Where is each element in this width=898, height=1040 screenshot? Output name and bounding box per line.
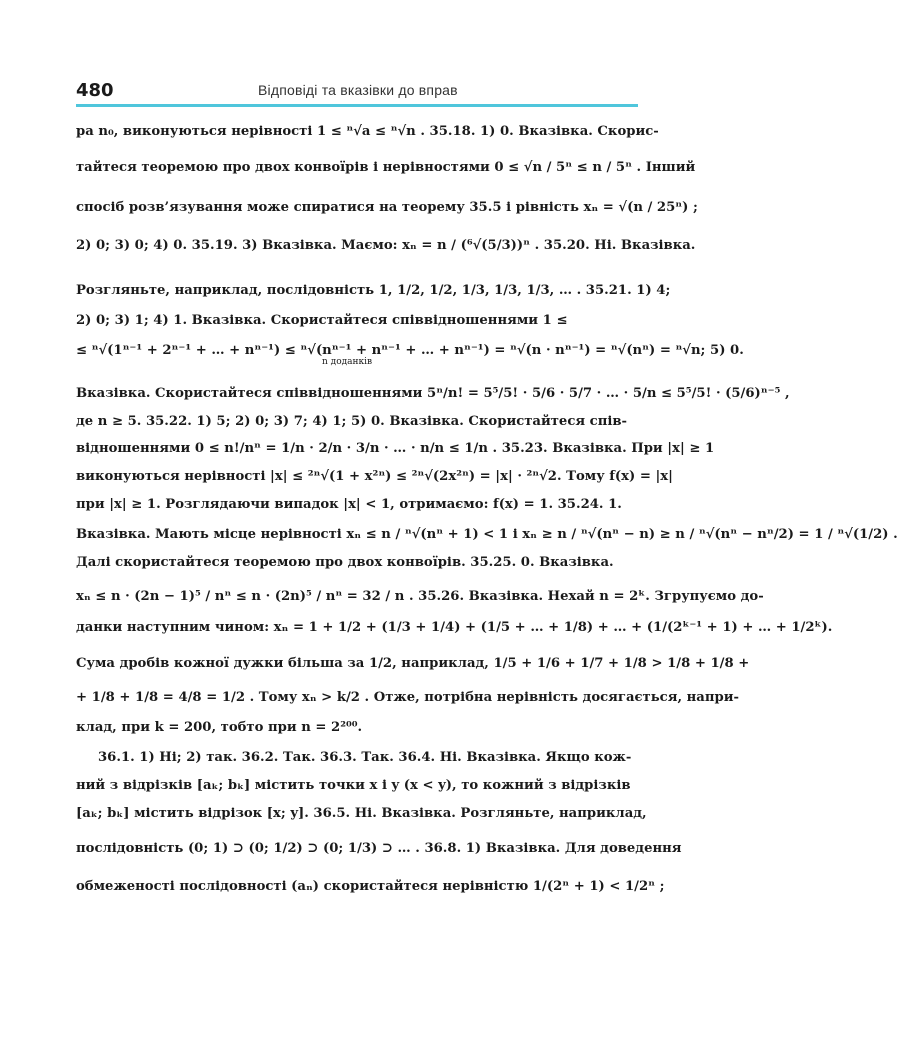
- text-line: клад, при k = 200, тобто при n = 2²⁰⁰.: [76, 719, 363, 735]
- text-line: 2) 0; 3) 1; 4) 1. Вказівка. Скористайтеся співвідношеннями 1 ≤: [76, 313, 568, 329]
- text-line: послідовність (0; 1) ⊃ (0; 1/2) ⊃ (0; 1/3) ⊃ … . 36.8. 1) Вказівка. Для доведення: [76, 841, 682, 857]
- text-line: виконуються нерівності |x| ≤ ²ⁿ√(1 + x²ⁿ) ≤ ²ⁿ√(2x²ⁿ) = |x| · ²ⁿ√2. Тому f(x) = |x|: [76, 469, 673, 485]
- text-line: Далі скористайтеся теоремою про двох конвоїрів. 35.25. 0. Вказівка.: [76, 554, 614, 570]
- text-line: данки наступним чином: xₙ = 1 + 1/2 + (1/3 + 1/4) + (1/5 + … + 1/8) + … + (1/(2ᵏ⁻¹ + 1) + … + 1/2ᵏ).: [76, 620, 833, 636]
- text-line: відношеннями 0 ≤ n!/nⁿ = 1/n · 2/n · 3/n · … · n/n ≤ 1/n . 35.23. Вказівка. При |x| ≥ 1: [76, 441, 715, 457]
- header-rule: [76, 104, 638, 107]
- text-line: Сума дробів кожної дужки більша за 1/2, наприклад, 1/5 + 1/6 + 1/7 + 1/8 > 1/8 + 1/8 +: [76, 656, 750, 672]
- text-line: 2) 0; 3) 0; 4) 0. 35.19. 3) Вказівка. Маємо: xₙ = n / (⁶√(5/3))ⁿ . 35.20. Ні. Вказівка.: [76, 237, 696, 253]
- text-line: xₙ ≤ n · (2n − 1)⁵ / nⁿ ≤ n · (2n)⁵ / nⁿ = 32 / n . 35.26. Вказівка. Нехай n = 2ᵏ. Згрупуємо до-: [76, 588, 764, 604]
- text-line: ний з відрізків [aₖ; bₖ] містить точки x і y (x < y), то кожний з відрізків: [76, 777, 631, 793]
- text-line: 36.1. 1) Ні; 2) так. 36.2. Так. 36.3. Так. 36.4. Ні. Вказівка. Якщо кож-: [98, 749, 632, 765]
- text-line: обмеженості послідовності (aₙ) скористайтеся нерівністю 1/(2ⁿ + 1) < 1/2ⁿ ;: [76, 879, 665, 895]
- page-number: 480: [76, 80, 114, 101]
- answers-text: [76, 110, 898, 895]
- text-line: тайтеся теоремою про двох конвоїрів і нерівностями 0 ≤ √n / 5ⁿ ≤ n / 5ⁿ . Інший: [76, 159, 696, 175]
- running-title: Відповіді та вказівки до вправ: [258, 82, 458, 98]
- text-line: де n ≥ 5. 35.22. 1) 5; 2) 0; 3) 7; 4) 1; 5) 0. Вказівка. Скористайтеся спів-: [76, 413, 628, 429]
- text-line: + 1/8 + 1/8 = 4/8 = 1/2 . Тому xₙ > k/2 . Отже, потрібна нерівність досягається, напри-: [76, 690, 739, 706]
- text-line: ≤ ⁿ√(1ⁿ⁻¹ + 2ⁿ⁻¹ + … + nⁿ⁻¹) ≤ ⁿ√(nⁿ⁻¹ + nⁿ⁻¹ + … + nⁿ⁻¹) = ⁿ√(n · nⁿ⁻¹) = ⁿ√(nⁿ) = ⁿ√n; 5) 0.: [76, 343, 744, 359]
- text-line: спосіб розв’язування може спиратися на теорему 35.5 і рівність xₙ = √(n / 25ⁿ) ;: [76, 199, 698, 215]
- text-line: Вказівка. Мають місце нерівності xₙ ≤ n / ⁿ√(nⁿ + 1) < 1 і xₙ ≥ n / ⁿ√(nⁿ − n) ≥ n / ⁿ√(nⁿ − nⁿ/2) = 1 / ⁿ√(1/2) .: [76, 526, 898, 542]
- text-line: Вказівка. Скористайтеся співвідношеннями 5ⁿ/n! = 5⁵/5! · 5/6 · 5/7 · … · 5/n ≤ 5⁵/5! · (5/6)ⁿ⁻⁵ ,: [76, 385, 790, 401]
- text-line: n доданків: [322, 356, 373, 367]
- text-line: при |x| ≥ 1. Розглядаючи випадок |x| < 1, отримаємо: f(x) = 1. 35.24. 1.: [76, 497, 622, 513]
- text-line: [aₖ; bₖ] містить відрізок [x; y]. 36.5. Ні. Вказівка. Розгляньте, наприклад,: [76, 805, 647, 821]
- text-line: ра n₀, виконуються нерівності 1 ≤ ⁿ√a ≤ ⁿ√n . 35.18. 1) 0. Вказівка. Скорис-: [76, 124, 659, 139]
- page-header: [76, 78, 636, 106]
- text-line: Розгляньте, наприклад, послідовність 1, 1/2, 1/2, 1/3, 1/3, 1/3, … . 35.21. 1) 4;: [76, 283, 671, 299]
